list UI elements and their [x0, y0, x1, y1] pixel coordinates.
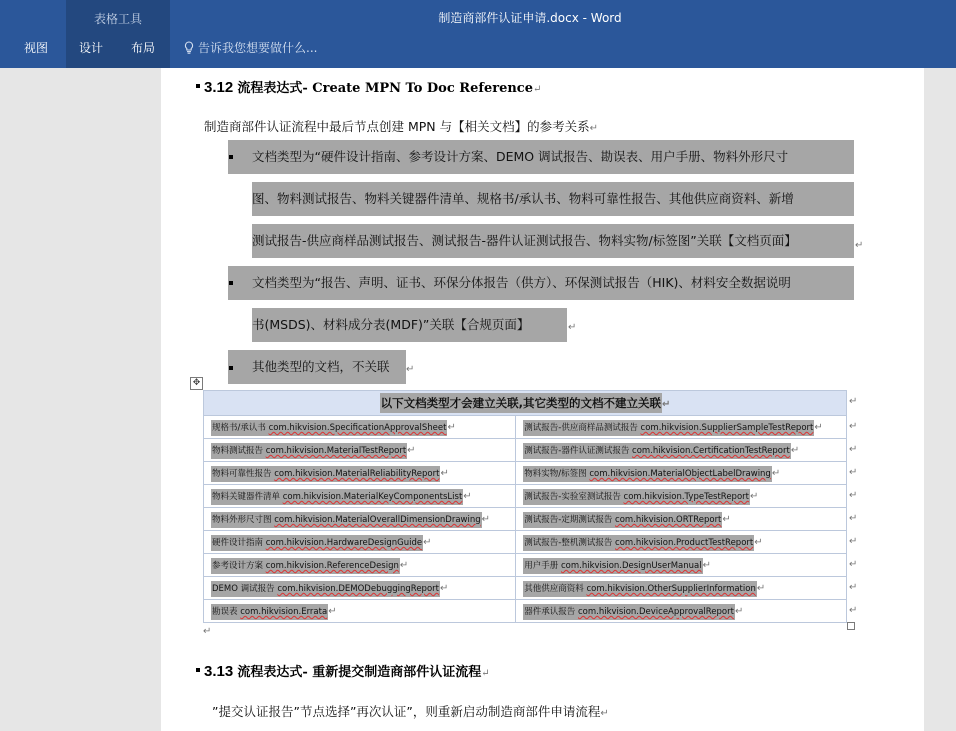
doc-type-table	[203, 390, 847, 623]
heading-bullet	[196, 84, 200, 88]
table-cell[interactable]	[204, 439, 516, 462]
row-end-mark: ↵	[849, 605, 858, 616]
doc-type-label: DEMO 调试报告	[212, 584, 275, 594]
cell-text	[523, 489, 750, 505]
cell-end-mark: ↵	[754, 537, 763, 548]
cell-text	[211, 535, 423, 551]
table-cell[interactable]	[516, 462, 847, 485]
table-row	[204, 462, 847, 485]
bullet-1-text: 图、物料测试报告、物料关键器件清单、规格书/承认书、物料可靠性报告、其他供应商资料、新增	[252, 191, 794, 206]
tell-me-placeholder: 告诉我您想要做什么...	[198, 41, 318, 55]
doc-type-label: 其他供应商资料	[524, 584, 584, 594]
doc-type-id: com.hikvision.ReferenceDesign	[265, 561, 399, 571]
table-cell[interactable]	[516, 416, 847, 439]
bullet-2-text: 文档类型为“报告、声明、证书、环保分体报告（供方）、环保测试报告（HIK)、材料安全数据说明	[252, 275, 791, 290]
cell-end-mark: ↵	[328, 606, 337, 617]
tab-layout[interactable]: 布局	[131, 41, 156, 55]
cell-text	[211, 466, 440, 482]
cell-end-mark: ↵	[440, 468, 449, 479]
list-bullet	[229, 281, 233, 285]
paragraph-mark: ↵	[855, 240, 864, 251]
cell-end-mark: ↵	[423, 537, 432, 548]
doc-type-label: 测试报告-整机测试报告	[524, 538, 613, 548]
table-cell[interactable]	[516, 600, 847, 623]
intro-paragraph[interactable]	[204, 117, 598, 135]
doc-type-id: com.hikvision.ORTReport	[615, 515, 722, 525]
doc-type-label: 测试报告-器件认证测试报告	[524, 446, 630, 456]
cell-end-mark: ↵	[771, 468, 781, 479]
bullet-2-text: 书(MSDS)、材料成分表(MDF)”关联【合规页面】	[252, 317, 530, 332]
paragraph-mark: ↵	[600, 708, 609, 719]
lightbulb-icon	[184, 41, 194, 54]
cell-end-mark: ↵	[734, 606, 744, 617]
cell-end-mark: ↵	[399, 560, 409, 571]
cell-text	[211, 581, 440, 597]
cell-text	[211, 489, 463, 505]
doc-type-label: 规格书/承认书	[212, 423, 266, 433]
paragraph-mark: ↵	[589, 123, 599, 134]
heading-bullet	[196, 668, 200, 672]
table-cell[interactable]	[204, 531, 516, 554]
cell-text	[523, 466, 772, 482]
heading-3-12[interactable]	[204, 77, 541, 96]
tell-me-search[interactable]	[184, 39, 317, 56]
doc-type-label: 物料外形尺寸图	[212, 515, 272, 525]
paragraph-mark: ↵	[568, 322, 577, 333]
paragraph-mark: ↵	[406, 364, 415, 375]
doc-type-label: 器件承认报告	[524, 607, 576, 617]
bullet-1-line-1[interactable]	[228, 140, 854, 174]
cell-text	[211, 443, 407, 459]
table-cell[interactable]	[516, 485, 847, 508]
row-end-mark: ↵	[849, 444, 858, 455]
table-cell[interactable]	[516, 439, 847, 462]
table-cell[interactable]	[204, 462, 516, 485]
doc-type-id: com.hikvision.MaterialReliabilityReport	[274, 469, 440, 479]
heading-3-13[interactable]	[204, 661, 490, 680]
table-row	[204, 416, 847, 439]
tab-design[interactable]: 设计	[79, 41, 104, 55]
table-row	[204, 554, 847, 577]
table-cell[interactable]	[204, 577, 516, 600]
bullet-1-text: 文档类型为“硬件设计指南、参考设计方案、DEMO 调试报告、勘误表、用户手册、物料外形尺寸	[252, 149, 789, 164]
bullet-3-text: 其他类型的文档，不关联	[252, 359, 390, 374]
window-title: 制造商部件认证申请.docx - Word	[438, 11, 622, 25]
row-end-mark: ↵	[849, 396, 858, 407]
doc-type-id: com.hikvision.ProductTestReport	[615, 538, 754, 548]
bullet-3-line[interactable]	[228, 350, 406, 384]
doc-type-id: com.hikvision.SupplierSampleTestReport	[640, 423, 814, 433]
paragraph-mark: ↵	[661, 399, 671, 410]
heading-title: 流程表达式- Create MPN To Doc Reference	[237, 81, 533, 96]
doc-type-id: com.hikvision.TypeTestReport	[623, 492, 749, 502]
doc-type-id: com.hikvision.MaterialOverallDimensionDrawing	[274, 515, 481, 525]
table-cell[interactable]	[516, 554, 847, 577]
doc-type-label: 用户手册	[524, 561, 559, 571]
list-bullet	[229, 155, 233, 159]
table-header-row	[204, 391, 847, 416]
table-cell[interactable]	[204, 600, 516, 623]
doc-type-label: 物料测试报告	[212, 446, 266, 456]
table-cell[interactable]	[516, 508, 847, 531]
doc-type-label: 测试报告-供应商样品测试报告	[524, 423, 638, 433]
table-header-text: 以下文档类型才会建立关联,其它类型的文档不建立关联	[380, 393, 662, 413]
cell-text	[523, 443, 791, 459]
doc-type-label: 测试报告-实验室测试报告	[524, 492, 621, 502]
table-row	[204, 439, 847, 462]
table-cell[interactable]	[204, 508, 516, 531]
cell-end-mark: ↵	[756, 583, 766, 594]
row-end-mark: ↵	[849, 513, 858, 524]
bullet-1-line-2[interactable]	[252, 182, 854, 216]
cell-text	[523, 420, 814, 436]
cell-end-mark: ↵	[463, 491, 472, 502]
cell-text	[523, 512, 722, 528]
table-cell[interactable]	[204, 554, 516, 577]
resubmit-text: ”提交认证报告”节点选择”再次认证”，则重新启动制造商部件申请流程	[212, 704, 601, 719]
doc-type-label: 硬件设计指南	[212, 538, 264, 548]
table-cell[interactable]	[204, 416, 516, 439]
table-row	[204, 600, 847, 623]
list-bullet	[229, 366, 233, 370]
doc-type-id: com.hikvision.MaterialTestReport	[265, 446, 407, 456]
doc-type-id: com.hikvision.Errata	[240, 607, 328, 617]
bullet-1-text: 测试报告-供应商样品测试报告、测试报告-器件认证测试报告、物料实物/标签图”关联【文档页面】	[252, 233, 797, 248]
table-header-cell[interactable]	[204, 391, 847, 416]
row-end-mark: ↵	[849, 467, 858, 478]
doc-type-id: com.hikvision.MaterialObjectLabelDrawing	[589, 469, 771, 479]
doc-type-label: 测试报告-定期测试报告	[524, 515, 613, 525]
doc-type-label: 物料关键器件清单	[212, 492, 281, 502]
cell-end-mark: ↵	[407, 445, 416, 456]
cell-text	[211, 604, 328, 620]
paragraph-mark: ↵	[481, 668, 490, 679]
table-cell[interactable]	[204, 485, 516, 508]
cell-end-mark: ↵	[814, 422, 823, 433]
bullet-1-line-3[interactable]	[252, 224, 854, 258]
doc-type-id: com.hikvision.DeviceApprovalReport	[577, 607, 734, 617]
table-cell[interactable]	[516, 531, 847, 554]
cell-end-mark: ↵	[447, 422, 456, 433]
table-row	[204, 508, 847, 531]
cell-text	[523, 604, 735, 620]
cell-text	[523, 558, 702, 574]
row-end-mark: ↵	[849, 536, 858, 547]
cell-end-mark: ↵	[702, 560, 711, 571]
paragraph-mark: ↵	[533, 84, 542, 95]
doc-type-id: com.hikvision.SpecificationApprovalSheet	[268, 423, 447, 433]
heading-title: 流程表达式- 重新提交制造商部件认证流程	[237, 665, 482, 680]
cell-end-mark: ↵	[481, 514, 491, 525]
heading-number: 3.12	[204, 79, 234, 96]
cell-text	[523, 535, 754, 551]
doc-type-label: 参考设计方案	[212, 561, 264, 571]
cell-text	[523, 581, 757, 597]
table-cell[interactable]	[516, 577, 847, 600]
table-resize-handle[interactable]	[847, 622, 855, 630]
paragraph-mark: ↵	[203, 626, 212, 637]
cell-end-mark: ↵	[722, 514, 731, 525]
doc-type-label: 物料实物/标签图	[524, 469, 587, 479]
cell-end-mark: ↵	[749, 491, 759, 502]
cell-end-mark: ↵	[790, 445, 800, 456]
doc-type-label: 物料可靠性报告	[212, 469, 272, 479]
table-tools-context-group	[66, 0, 170, 68]
doc-type-id: com.hikvision.MaterialKeyComponentsList	[282, 492, 463, 502]
doc-type-id: com.hikvision.DesignUserManual	[560, 561, 702, 571]
doc-type-label: 勘误表	[212, 607, 238, 617]
doc-type-id: com.hikvision.OtherSupplierInformation	[586, 584, 756, 594]
doc-type-id: com.hikvision.HardwareDesignGuide	[265, 538, 423, 548]
cell-text	[211, 420, 447, 436]
bullet-2-line-1[interactable]	[228, 266, 854, 300]
bullet-2-line-2[interactable]	[252, 308, 567, 342]
cell-text	[211, 512, 482, 528]
cell-end-mark: ↵	[439, 583, 449, 594]
table-tools-label: 表格工具	[93, 12, 142, 26]
row-end-mark: ↵	[849, 582, 858, 593]
row-end-mark: ↵	[849, 421, 858, 432]
doc-type-id: com.hikvision.DEMODebuggingReport	[277, 584, 439, 594]
resubmit-paragraph[interactable]	[212, 702, 609, 720]
cell-text	[211, 558, 400, 574]
doc-type-id: com.hikvision.CertificationTestReport	[632, 446, 790, 456]
tab-view[interactable]: 视图	[24, 41, 49, 55]
table-row	[204, 577, 847, 600]
table-row	[204, 531, 847, 554]
heading-number: 3.13	[204, 663, 234, 680]
row-end-mark: ↵	[849, 559, 858, 570]
table-move-handle-icon[interactable]: ✥	[190, 377, 203, 390]
table-row	[204, 485, 847, 508]
intro-text: 制造商部件认证流程中最后节点创建 MPN 与【相关文档】的参考关系	[204, 119, 590, 134]
row-end-mark: ↵	[849, 490, 858, 501]
